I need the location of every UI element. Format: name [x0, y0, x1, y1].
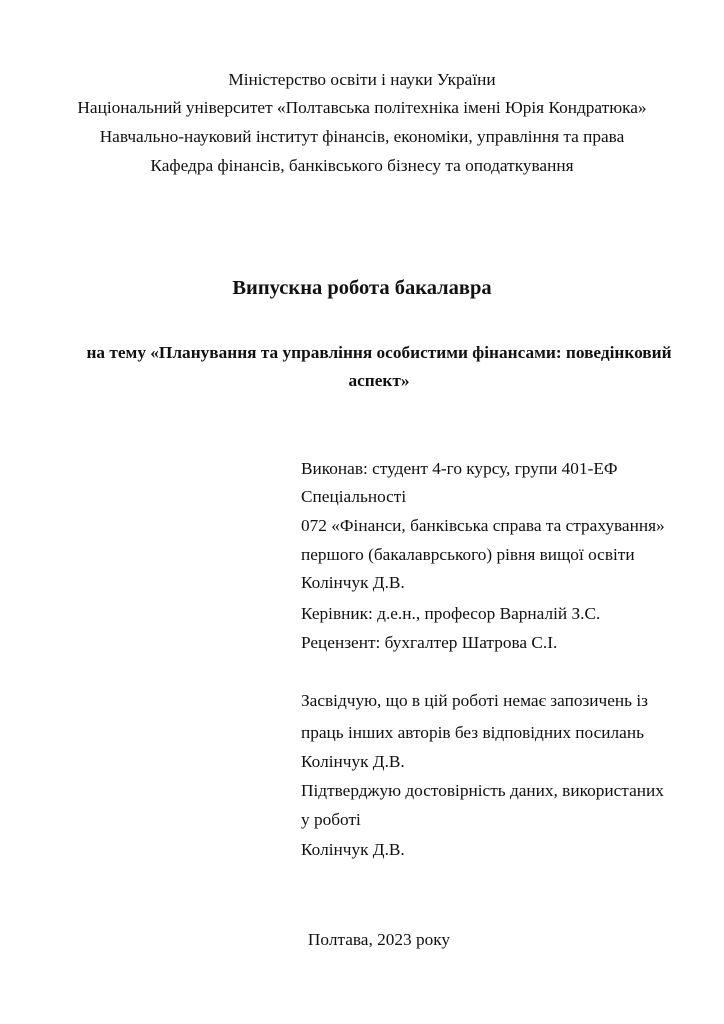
declaration-line: Колінчук Д.В. [301, 752, 405, 771]
author-line: Рецензент: бухгалтер Шатрова С.І. [301, 633, 558, 652]
topic-line-2: аспект» [348, 371, 410, 390]
header-institute: Навчально-науковий інститут фінансів, економіки, управління та права [99, 127, 625, 146]
author-line: 072 «Фінанси, банківська справа та страхування» [301, 516, 665, 535]
header-department: Кафедра фінансів, банківського бізнесу та оподаткування [150, 156, 574, 175]
declaration-line: у роботі [301, 810, 361, 829]
header-university: Національний університет «Полтавська політехніка імені Юрія Кондратюка» [77, 98, 647, 117]
declaration-line: праць інших авторів без відповідних посилань [301, 723, 644, 742]
declaration-line: Підтверджую достовірність даних, використаних [301, 781, 664, 800]
author-line: Виконав: студент 4-го курсу, групи 401-ЕФ [301, 459, 618, 478]
footer-city-year: Полтава, 2023 року [307, 930, 451, 949]
author-line: Керівник: д.е.н., професор Варналій З.С. [301, 604, 601, 623]
topic-line-1: на тему «Планування та управління особистими фінансами: поведінковий [86, 343, 672, 362]
header-ministry: Міністерство освіти і науки України [228, 70, 496, 89]
author-line: Спеціальності [301, 487, 407, 506]
declaration-line: Засвідчую, що в цій роботі немає запозичень із [301, 691, 648, 710]
declaration-line: Колінчук Д.В. [301, 840, 405, 859]
document-title: Випускна робота бакалавра [232, 277, 492, 299]
author-line: першого (бакалаврського) рівня вищої освіти [301, 545, 635, 564]
author-line: Колінчук Д.В. [301, 573, 405, 592]
